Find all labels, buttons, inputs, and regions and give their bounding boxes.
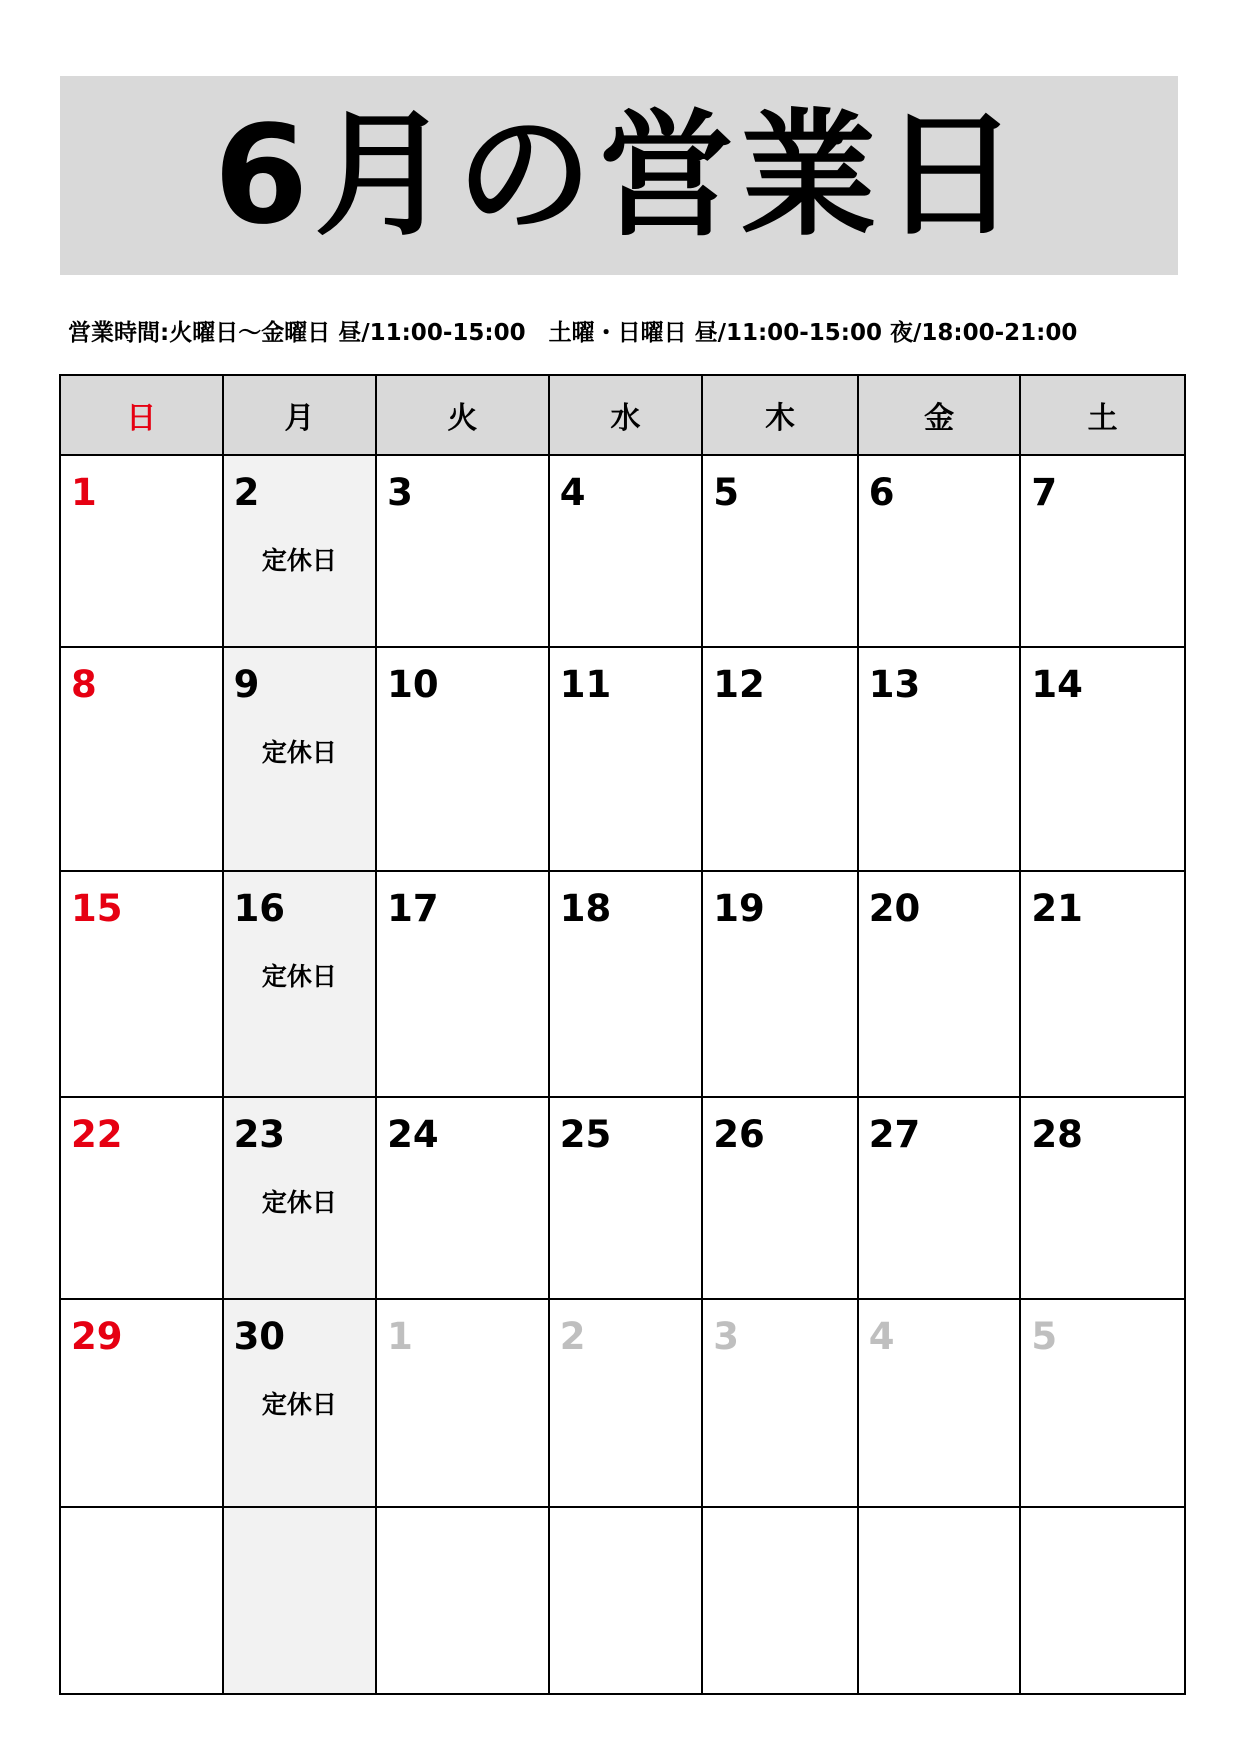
day-number: 16 [233, 887, 286, 931]
day-number: 11 [559, 662, 612, 706]
day-number: 25 [559, 1113, 612, 1157]
weekday-header-mon: 月 [223, 375, 377, 455]
day-number: 4 [559, 471, 586, 514]
day-cell [549, 1507, 703, 1694]
day-number: 27 [868, 1113, 921, 1157]
day-cell [223, 1507, 377, 1694]
day-number: 18 [559, 887, 612, 931]
day-cell [702, 1299, 858, 1508]
closed-day-label: 定休日 [261, 962, 337, 992]
closed-day-label: 定休日 [261, 737, 337, 767]
day-cell [60, 455, 223, 647]
day-cell [858, 871, 1021, 1097]
day-cell [376, 871, 549, 1097]
day-cell [858, 455, 1021, 647]
day-cell [549, 455, 703, 647]
day-number: 3 [387, 471, 413, 514]
day-cell [702, 871, 858, 1097]
weekday-header-wed: 水 [549, 375, 703, 455]
day-number: 9 [233, 662, 260, 706]
week-row [60, 647, 1185, 872]
day-cell [549, 871, 703, 1097]
week-row [60, 455, 1185, 647]
day-cell [549, 647, 703, 872]
day-number: 15 [71, 887, 123, 931]
day-cell [376, 1097, 549, 1299]
day-cell [702, 455, 858, 647]
day-cell [60, 1097, 223, 1299]
day-cell [223, 647, 377, 872]
page-title: 6月の営業日 [213, 96, 1025, 255]
day-cell [60, 1299, 223, 1508]
weekday-header-tue: 火 [376, 375, 549, 455]
weekday-header-row [60, 375, 1185, 455]
day-cell [858, 647, 1021, 872]
day-cell [858, 1299, 1021, 1508]
day-cell [223, 1299, 377, 1508]
week-row [60, 1097, 1185, 1299]
day-number: 6 [868, 471, 895, 514]
day-cell [1020, 1507, 1185, 1694]
weekday-header-thu: 木 [702, 375, 858, 455]
weekday-header-fri: 金 [858, 375, 1021, 455]
day-number: 3 [713, 1314, 739, 1358]
day-number: 22 [71, 1113, 123, 1157]
day-cell [1020, 1299, 1185, 1508]
day-number: 24 [387, 1113, 439, 1157]
day-cell [376, 1507, 549, 1694]
closed-day-label: 定休日 [261, 1389, 337, 1419]
weekday-header-sun: 日 [60, 375, 223, 455]
day-number: 4 [868, 1314, 895, 1358]
day-cell [376, 647, 549, 872]
week-row [60, 1507, 1185, 1694]
closed-day-label: 定休日 [261, 546, 337, 575]
day-number: 21 [1031, 887, 1083, 931]
day-cell [223, 871, 377, 1097]
week-row [60, 1299, 1185, 1508]
day-number: 26 [713, 1113, 765, 1157]
day-number: 23 [233, 1113, 286, 1157]
day-cell [60, 647, 223, 872]
day-number: 12 [713, 662, 765, 706]
day-cell [223, 455, 377, 647]
day-number: 28 [1031, 1113, 1083, 1157]
day-cell [223, 1097, 377, 1299]
day-number: 5 [713, 471, 739, 514]
weekday-header-sat: 土 [1020, 375, 1185, 455]
day-cell [702, 1507, 858, 1694]
week-row [60, 871, 1185, 1097]
day-cell [376, 455, 549, 647]
day-number: 2 [233, 471, 260, 514]
day-cell [376, 1299, 549, 1508]
day-cell [60, 1507, 223, 1694]
calendar-grid [59, 374, 1186, 1695]
day-cell [1020, 871, 1185, 1097]
day-cell [1020, 647, 1185, 872]
day-number: 30 [233, 1314, 286, 1358]
day-number: 7 [1031, 471, 1058, 514]
day-number: 29 [71, 1314, 123, 1358]
day-number: 10 [387, 662, 439, 706]
business-hours: 営業時間:火曜日〜金曜日 昼/11:00-15:00 土曜・日曜日 昼/11:00-15:00 夜/18:00-21:00 [68, 320, 1078, 346]
day-cell [549, 1097, 703, 1299]
day-cell [1020, 455, 1185, 647]
day-number: 17 [387, 887, 439, 931]
day-number: 8 [71, 662, 97, 706]
day-number: 19 [713, 887, 765, 931]
day-cell [549, 1299, 703, 1508]
day-cell [702, 1097, 858, 1299]
day-number: 1 [387, 1314, 413, 1358]
day-number: 14 [1031, 662, 1083, 706]
closed-day-label: 定休日 [261, 1188, 337, 1218]
title-band [60, 76, 1178, 275]
day-number: 20 [868, 887, 921, 931]
day-number: 2 [559, 1314, 586, 1358]
day-cell [858, 1507, 1021, 1694]
day-cell [702, 647, 858, 872]
day-number: 1 [71, 471, 97, 514]
day-cell [858, 1097, 1021, 1299]
day-cell [60, 871, 223, 1097]
day-cell [1020, 1097, 1185, 1299]
day-number: 5 [1031, 1314, 1058, 1358]
day-number: 13 [868, 662, 921, 706]
